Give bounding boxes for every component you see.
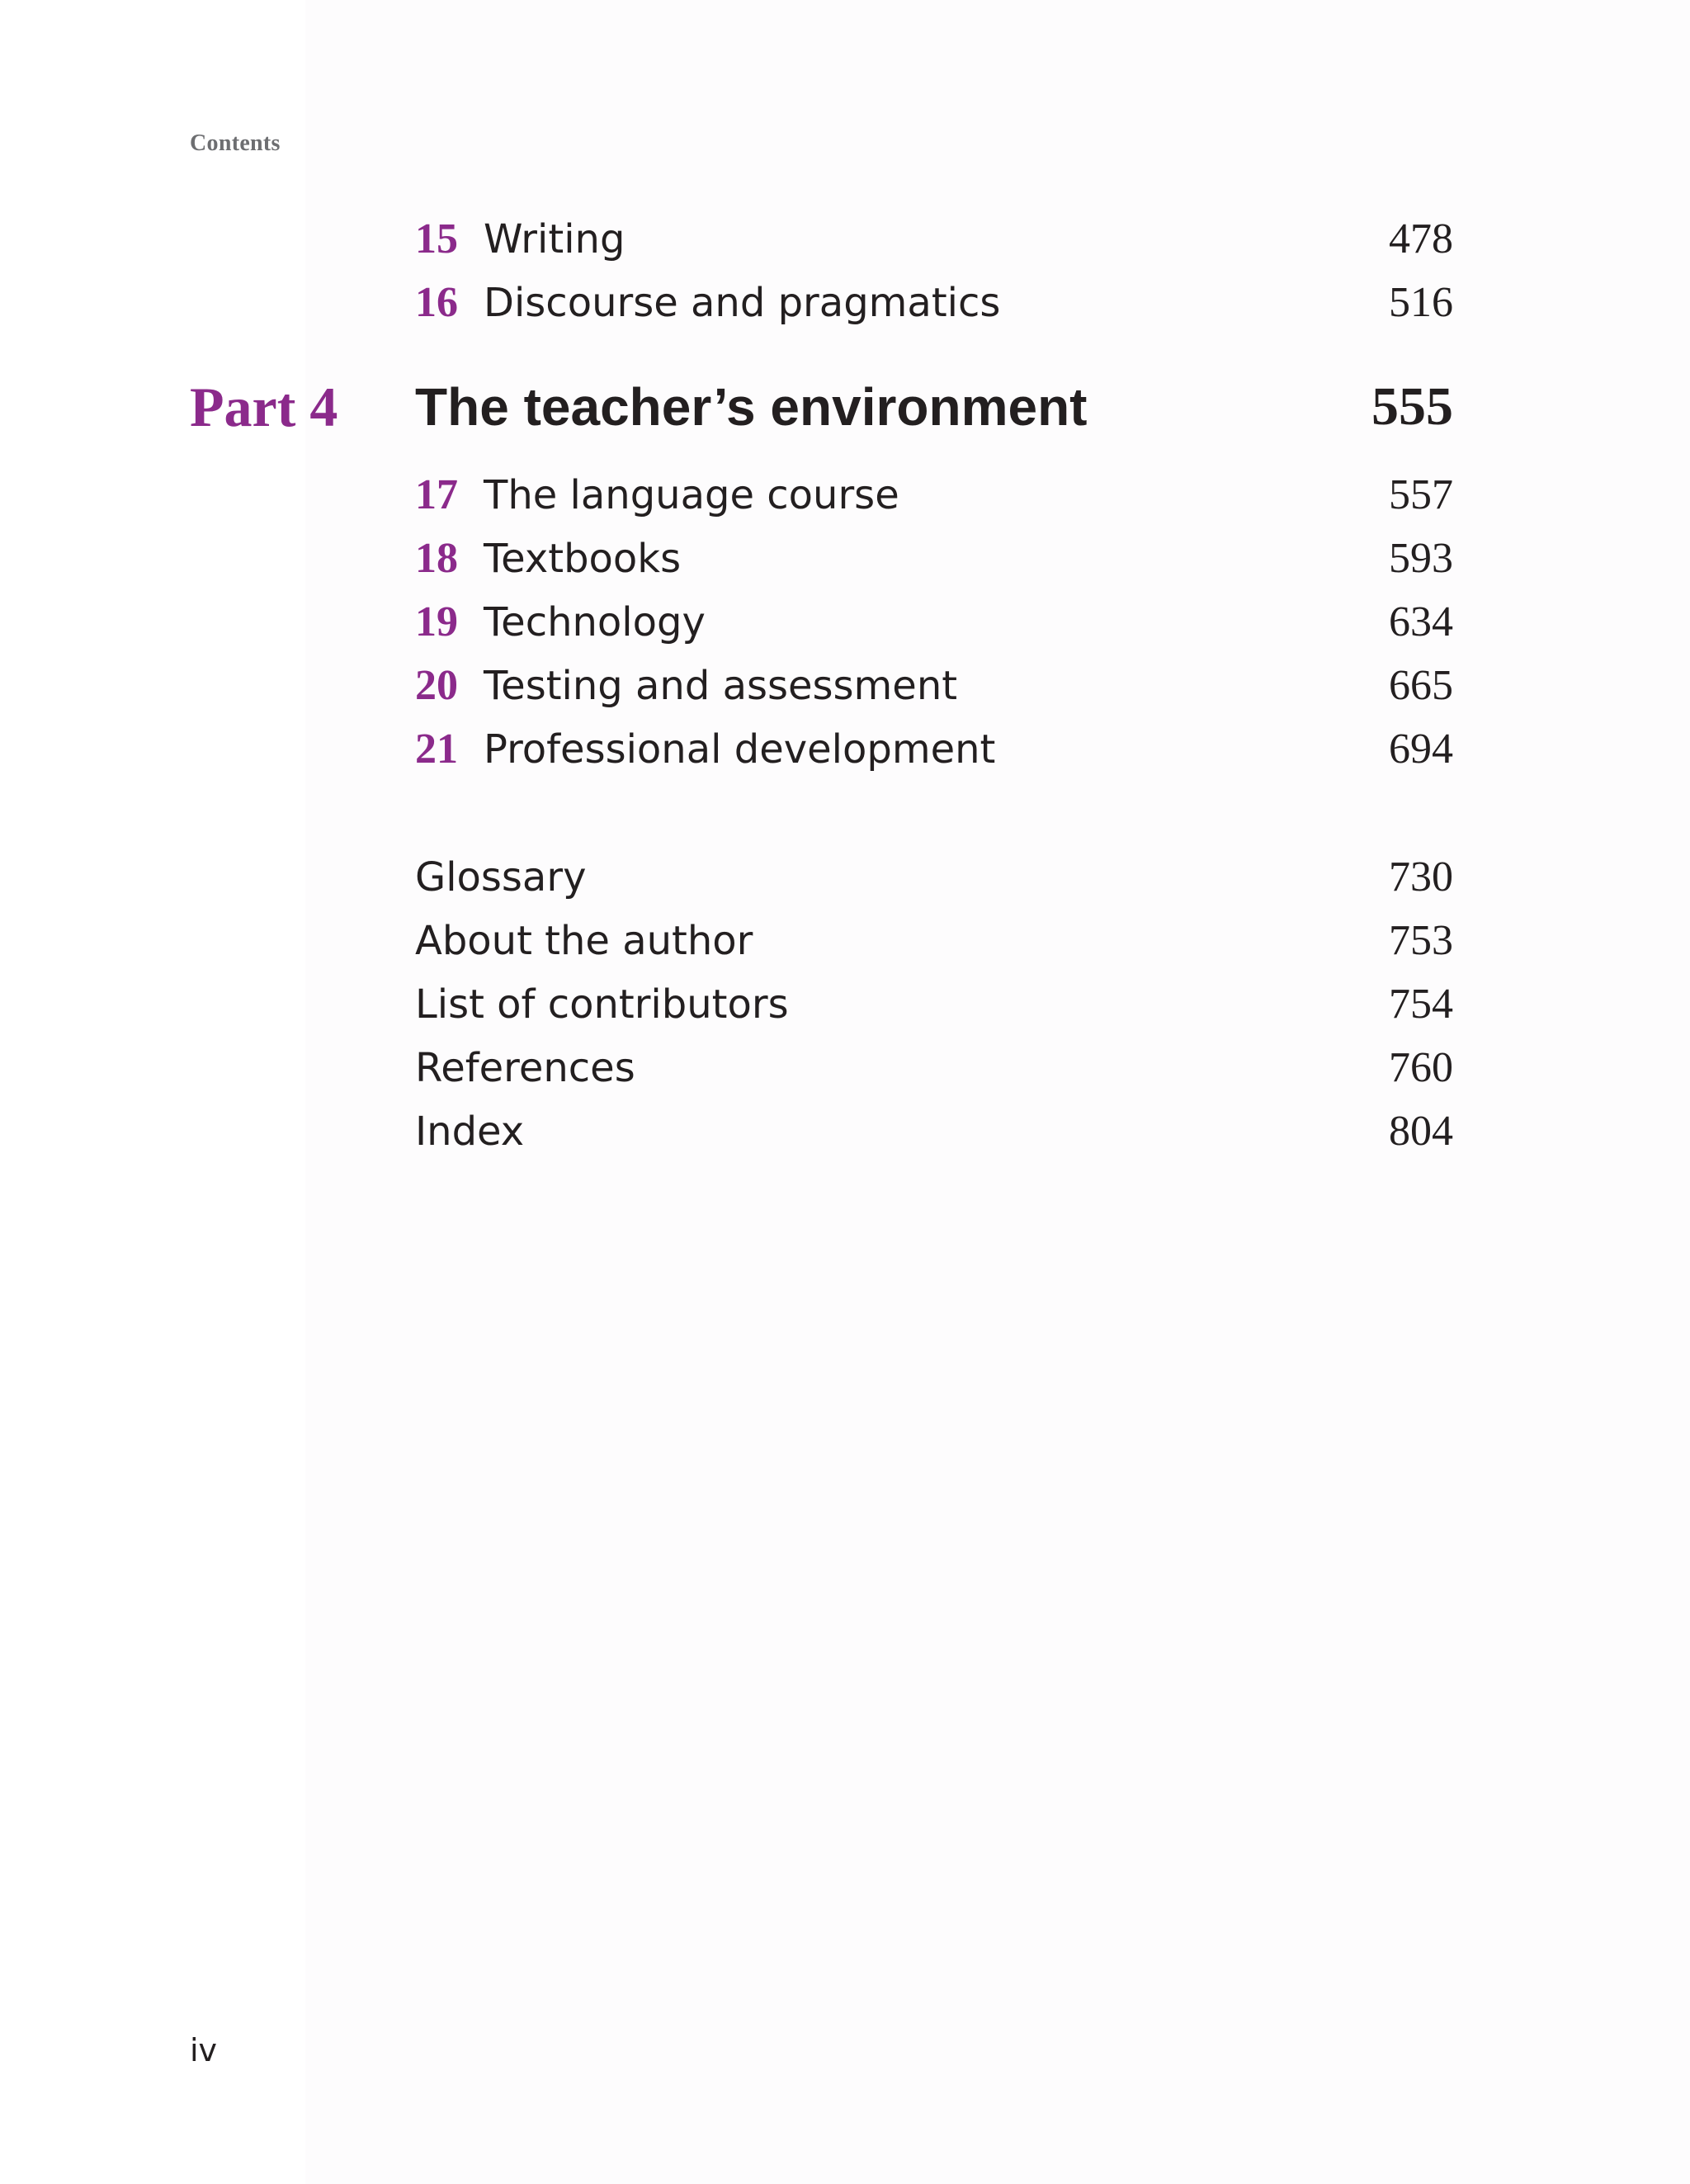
toc-entry-chapter-21[interactable] bbox=[415, 716, 1453, 782]
chapter-title: The language course bbox=[484, 472, 899, 518]
chapter-number: 16 bbox=[415, 279, 458, 326]
page-number: 593 bbox=[1389, 535, 1453, 582]
page-number: 753 bbox=[1389, 917, 1453, 964]
entry-title: About the author bbox=[415, 918, 753, 964]
entry-title: References bbox=[415, 1045, 635, 1091]
toc-entry-chapter-18[interactable] bbox=[415, 526, 1453, 592]
entry-title: Index bbox=[415, 1109, 525, 1155]
part-page-number: 555 bbox=[1371, 376, 1453, 437]
toc-entry-index[interactable] bbox=[415, 1099, 1453, 1165]
page-number: 694 bbox=[1389, 726, 1453, 773]
chapter-number: 19 bbox=[415, 598, 458, 645]
page-number: 754 bbox=[1389, 981, 1453, 1028]
toc-entry-list-of-contributors[interactable] bbox=[415, 971, 1453, 1038]
toc-entry-chapter-15[interactable] bbox=[415, 206, 1453, 272]
entry-title: Glossary bbox=[415, 854, 587, 901]
toc-entry-glossary[interactable] bbox=[415, 844, 1453, 910]
chapter-title: Discourse and pragmatics bbox=[484, 280, 1001, 326]
chapter-title: Testing and assessment bbox=[484, 663, 958, 709]
toc-entry-chapter-19[interactable] bbox=[415, 589, 1453, 655]
entry-title: List of contributors bbox=[415, 981, 789, 1028]
page-folio: iv bbox=[190, 2032, 218, 2068]
page-number: 760 bbox=[1389, 1044, 1453, 1091]
toc-entry-chapter-20[interactable] bbox=[415, 653, 1453, 719]
chapter-number: 15 bbox=[415, 215, 458, 262]
chapter-title: Textbooks bbox=[484, 536, 682, 582]
page-number: 665 bbox=[1389, 662, 1453, 709]
part-label: Part 4 bbox=[190, 376, 338, 438]
page-margin bbox=[0, 0, 305, 2184]
chapter-number: 20 bbox=[415, 662, 458, 709]
running-head: Contents bbox=[190, 130, 281, 156]
chapter-title: Technology bbox=[484, 599, 706, 645]
chapter-number: 21 bbox=[415, 726, 458, 773]
page-number: 634 bbox=[1389, 598, 1453, 645]
chapter-number: 18 bbox=[415, 535, 458, 582]
toc-entry-chapter-17[interactable] bbox=[415, 462, 1453, 528]
chapter-number: 17 bbox=[415, 471, 458, 518]
chapter-title: Professional development bbox=[484, 726, 996, 773]
toc-entry-part-4[interactable] bbox=[190, 370, 1453, 444]
page-number: 478 bbox=[1389, 215, 1453, 262]
page-number: 557 bbox=[1389, 471, 1453, 518]
chapter-title: Writing bbox=[484, 216, 625, 262]
page-number: 804 bbox=[1389, 1108, 1453, 1155]
page-number: 730 bbox=[1389, 853, 1453, 901]
toc-entry-chapter-16[interactable] bbox=[415, 270, 1453, 336]
toc-entry-about-the-author[interactable] bbox=[415, 908, 1453, 974]
page-number: 516 bbox=[1389, 279, 1453, 326]
part-title: The teacher’s environment bbox=[415, 377, 1088, 437]
toc-entry-references[interactable] bbox=[415, 1035, 1453, 1101]
